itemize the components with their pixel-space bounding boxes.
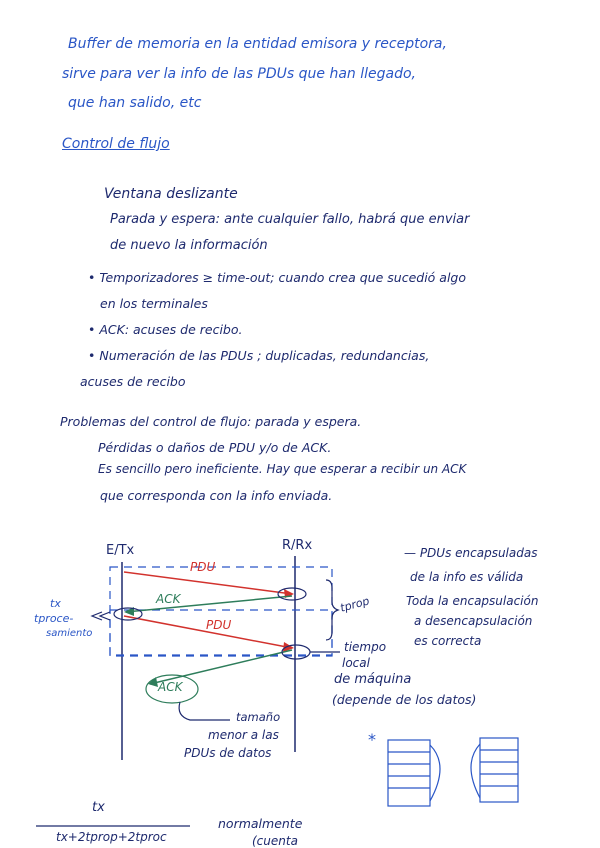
bullet-temporizadores: • Temporizadores ≥ time-out; cuando crea que sucedió algo [88, 270, 467, 285]
formula-denominator: tx+2tprop+2tproc [56, 830, 167, 844]
tiempo-local-line-1: tiempo [344, 640, 387, 654]
intro-line-3: que han salido, etc [68, 95, 202, 111]
problemas-title: Problemas del control de flujo: parada y espera. [60, 414, 362, 429]
tx-label: tx [50, 597, 61, 610]
tiempo-local-line-4: (depende de los datos) [332, 692, 477, 707]
bullet-numeracion-cont: acuses de recibo [80, 374, 186, 389]
note-line-4: a desencapsulación [414, 614, 533, 628]
receiver-label: R/Rx [282, 538, 313, 553]
buffer-drawing-right [471, 738, 518, 802]
tproc-label: tproce- [34, 612, 74, 625]
ventana-title: Ventana deslizante [104, 186, 238, 202]
intro-line-2: sirve para ver la info de las PDUs que han llegado, [62, 66, 417, 82]
tiempo-local-line-3: de máquina [334, 672, 412, 687]
tamano-line-1: tamaño [236, 710, 281, 724]
ack-label-1: ACK [156, 592, 181, 606]
tprop-label: tprop [338, 594, 371, 615]
note-line-5: es correcta [414, 634, 482, 648]
star-mark: * [368, 730, 376, 749]
ack-label-2: ACK [158, 680, 183, 694]
pdu-arrow-1 [124, 572, 292, 594]
tamano-pointer [179, 702, 230, 720]
note-line-1: — PDUs encapsuladas [404, 546, 538, 560]
parada-line-1: Parada y espera: ante cualquier fallo, habrá que enviar [110, 212, 470, 227]
tamano-line-3: PDUs de datos [184, 746, 272, 760]
bullet-ack: • ACK: acuses de recibo. [88, 322, 243, 337]
tproc-pointer [92, 612, 110, 620]
tproc-label-2: samiento [46, 628, 93, 639]
sender-label: E/Tx [106, 543, 135, 558]
window-box-bottom [110, 610, 332, 656]
intro-line-1: Buffer de memoria en la entidad emisora y receptora, [68, 36, 447, 52]
bullet-numeracion: • Numeración de las PDUs ; duplicadas, redundancias, [88, 348, 430, 363]
section-heading: Control de flujo [62, 136, 170, 152]
tiempo-local-line-2: local [342, 656, 370, 670]
pdu-label-2: PDU [206, 618, 232, 632]
note-line-2: de la info es válida [410, 570, 524, 584]
normalmente-line-2: (cuenta [252, 834, 298, 848]
note-line-3: Toda la encapsulación [406, 594, 539, 608]
problemas-line-1: Pérdidas o daños de PDU y/o de ACK. [98, 440, 332, 455]
problemas-line-2: Es sencillo pero ineficiente. Hay que esperar a recibir un ACK [98, 462, 467, 476]
buffer-drawing-left [388, 740, 440, 806]
formula-numerator: tx [92, 800, 105, 815]
parada-line-2: de nuevo la información [110, 238, 268, 253]
normalmente-line-1: normalmente [218, 816, 303, 831]
pdu-label-1: PDU [190, 560, 216, 574]
problemas-line-3: que corresponda con la info enviada. [100, 488, 333, 503]
bullet-temporizadores-cont: en los terminales [100, 296, 208, 311]
tamano-line-2: menor a las [208, 728, 279, 742]
